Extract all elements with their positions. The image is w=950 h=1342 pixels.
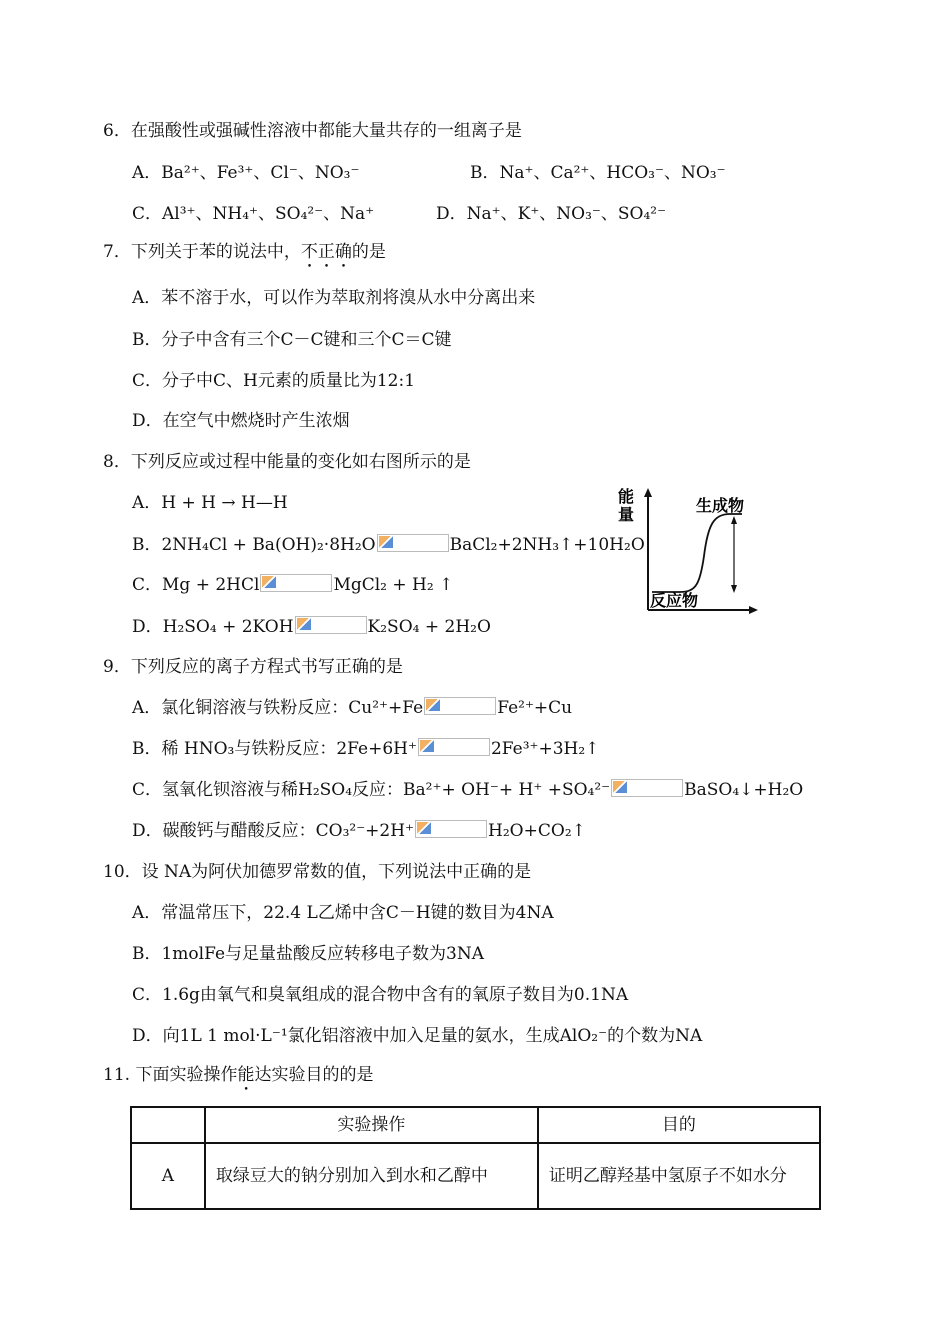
q9-c-left: C．氢氧化钡溶液与稀H₂SO₄反应：Ba²⁺+ OH⁻+ H⁺ +SO₄²⁻ xyxy=(132,780,611,800)
energy-delta-arrow-down xyxy=(731,585,737,593)
product-label: 生成物 xyxy=(696,496,745,515)
q8-c-products: MgCl₂ + H₂ ↑ xyxy=(333,575,454,595)
q9-option-b[interactable] xyxy=(132,738,599,760)
x-axis-arrow xyxy=(749,606,758,614)
q9-a-right: Fe²⁺+Cu xyxy=(497,698,573,718)
row-label: A xyxy=(131,1143,205,1209)
q7-stem xyxy=(103,241,386,272)
q8-option-b[interactable] xyxy=(132,534,645,556)
broken-image-icon xyxy=(418,738,490,756)
reactant-label: 反应物 xyxy=(650,591,699,610)
q8-option-c[interactable] xyxy=(132,574,453,596)
q11-stem-emphasis: 能 xyxy=(237,1065,255,1085)
table-header-cell: 实验操作 xyxy=(205,1107,538,1143)
broken-image-icon xyxy=(415,820,487,838)
q6-option-d[interactable]: D．Na⁺、K⁺、NO₃⁻、SO₄²⁻ xyxy=(436,204,667,224)
broken-image-icon xyxy=(377,534,449,552)
q7-stem-pre: 7．下列关于苯的说法中， xyxy=(103,242,301,262)
energy-diagram xyxy=(612,486,772,616)
q10-option-c[interactable]: C．1.6g由氧气和臭氧组成的混合物中含有的氧原子数目为0.1NA xyxy=(132,985,629,1005)
q10-option-b[interactable]: B．1molFe与足量盐酸反应转移电子数为3NA xyxy=(132,944,484,964)
q9-stem: 9．下列反应的离子方程式书写正确的是 xyxy=(103,657,403,677)
broken-image-icon xyxy=(260,574,332,592)
q9-option-c[interactable] xyxy=(132,779,803,801)
q7-option-b[interactable]: B．分子中含有三个C－C键和三个C＝C键 xyxy=(132,330,452,350)
energy-delta-arrow-up xyxy=(731,516,737,524)
q9-d-right: H₂O+CO₂↑ xyxy=(488,821,586,841)
broken-image-icon xyxy=(295,616,367,634)
broken-image-icon xyxy=(424,697,496,715)
energy-axis-label-1: 能 xyxy=(618,487,635,506)
y-axis-arrow xyxy=(644,488,652,497)
q9-a-left: A．氯化铜溶液与铁粉反应：Cu²⁺+Fe xyxy=(132,698,424,718)
row-operation: 取绿豆大的钠分别加入到水和乙醇中 xyxy=(205,1143,538,1209)
q9-c-right: BaSO₄↓+H₂O xyxy=(684,780,804,800)
table-row xyxy=(131,1143,820,1209)
q7-option-c[interactable]: C．分子中C、H元素的质量比为12:1 xyxy=(132,371,416,391)
q9-option-a[interactable] xyxy=(132,697,572,719)
q8-c-reactants: C．Mg + 2HCl xyxy=(132,575,260,595)
q8-b-products: BaCl₂+2NH₃↑+10H₂O xyxy=(449,535,645,555)
q6-option-c[interactable]: C．Al³⁺、NH₄⁺、SO₄²⁻、Na⁺ xyxy=(132,204,375,224)
table-header-row xyxy=(131,1107,820,1143)
q7-option-a[interactable]: A．苯不溶于水，可以作为萃取剂将溴从水中分离出来 xyxy=(132,288,536,308)
q9-b-right: 2Fe³⁺+3H₂↑ xyxy=(490,739,600,759)
q6-option-a[interactable]: A．Ba²⁺、Fe³⁺、Cl⁻、NO₃⁻ xyxy=(132,163,360,183)
table-header-cell xyxy=(131,1107,205,1143)
q11-stem xyxy=(103,1064,373,1095)
experiment-table xyxy=(130,1106,821,1210)
q11-stem-post: 达实验目的的是 xyxy=(254,1065,374,1085)
q9-option-d[interactable] xyxy=(132,820,586,842)
q8-option-d[interactable] xyxy=(132,616,491,638)
q11-stem-pre: 11. 下面实验操作 xyxy=(103,1065,238,1085)
q8-d-products: K₂SO₄ + 2H₂O xyxy=(367,617,491,637)
q8-d-reactants: D．H₂SO₄ + 2KOH xyxy=(132,617,294,637)
q10-option-a[interactable]: A．常温常压下，22.4 L乙烯中含C－H键的数目为4NA xyxy=(132,903,554,923)
q7-option-d[interactable]: D．在空气中燃烧时产生浓烟 xyxy=(132,411,350,431)
q8-option-a[interactable]: A．H + H → H—H xyxy=(132,493,288,513)
q6-stem: 6．在强酸性或强碱性溶液中都能大量共存的一组离子是 xyxy=(103,121,522,141)
q9-b-left: B．稀 HNO₃与铁粉反应：2Fe+6H⁺ xyxy=(132,739,417,759)
q10-option-d[interactable]: D．向1L 1 mol·L⁻¹氯化铝溶液中加入足量的氨水，生成AlO₂⁻的个数为NA xyxy=(132,1026,703,1046)
energy-curve xyxy=(652,514,742,592)
q8-stem: 8．下列反应或过程中能量的变化如右图所示的是 xyxy=(103,452,471,472)
q7-stem-emphasis: 不正确 xyxy=(300,242,352,262)
q7-stem-post: 的是 xyxy=(351,242,386,262)
row-purpose: 证明乙醇羟基中氢原子不如水分 xyxy=(538,1143,820,1209)
q8-b-reactants: B．2NH₄Cl + Ba(OH)₂·8H₂O xyxy=(132,535,376,555)
q6-option-b[interactable]: B．Na⁺、Ca²⁺、HCO₃⁻、NO₃⁻ xyxy=(470,163,726,183)
energy-axis-label-2: 量 xyxy=(618,505,635,524)
q10-stem: 10．设 NA为阿伏加德罗常数的值，下列说法中正确的是 xyxy=(103,862,532,882)
table-header-cell: 目的 xyxy=(538,1107,820,1143)
broken-image-icon xyxy=(611,779,683,797)
q9-d-left: D．碳酸钙与醋酸反应：CO₃²⁻+2H⁺ xyxy=(132,821,415,841)
